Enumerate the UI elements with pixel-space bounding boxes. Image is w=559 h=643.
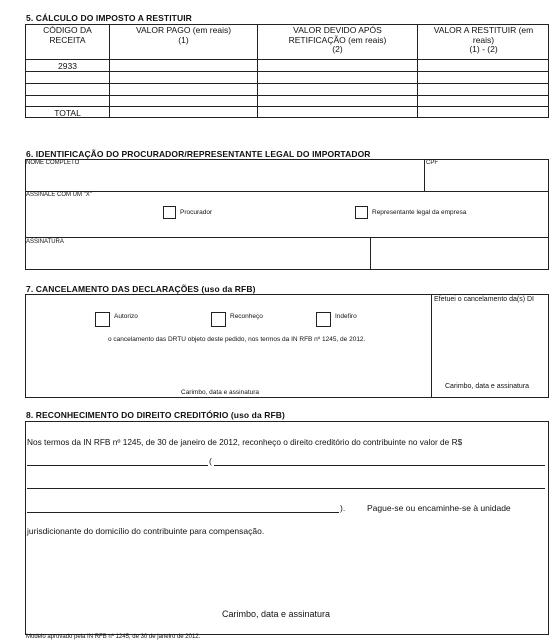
- assinale-label: ASSINALE COM UM "X": [26, 192, 92, 198]
- paren-open: (: [209, 456, 212, 466]
- valor-numeric-line[interactable]: [27, 465, 208, 466]
- carimbo-left: Carimbo, data e assinatura: [181, 389, 260, 396]
- section-5-title: 5. CÁLCULO DO IMPOSTO A RESTITUIR: [26, 13, 192, 23]
- header-valor-devido: VALOR DEVIDO APÓS RETIFICAÇÃO (em reais) (2): [288, 25, 387, 54]
- section-6-title: 6. IDENTIFICAÇÃO DO PROCURADOR/REPRESENTANTE LEGAL DO IMPORTADOR: [26, 149, 371, 159]
- pague-se-text: Pague-se ou encaminhe-se à unidade: [367, 503, 511, 513]
- header-valor-pago: VALOR PAGO (em reais) (1): [135, 25, 232, 45]
- section-7-title: 7. CANCELAMENTO DAS DECLARAÇÕES (uso da RFB): [26, 284, 256, 294]
- jurisdicionante-text: jurisdicionante do domicílio do contribuinte para compensação.: [27, 526, 265, 536]
- total-label: TOTAL: [54, 108, 81, 118]
- autorizo-label: Autorizo: [114, 313, 138, 320]
- reconheco-checkbox[interactable]: [211, 312, 226, 327]
- autorizo-checkbox[interactable]: [95, 312, 110, 327]
- assinatura-label: ASSINATURA: [26, 239, 64, 245]
- reconhecimento-line1: Nos termos da IN RFB nº 1245, de 30 de janeiro de 2012, reconheço o direito creditório do contribuinte no valor de R$: [27, 437, 463, 447]
- valor-extenso-line-2[interactable]: [27, 488, 545, 489]
- representante-checkbox[interactable]: [355, 206, 368, 219]
- header-codigo-receita: CÓDIGO DA RECEITA: [43, 25, 92, 45]
- valor-extenso-line-1[interactable]: [214, 465, 545, 466]
- header-valor-restituir: VALOR A RESTITUIR (em reais) (1) - (2): [433, 25, 534, 54]
- representante-label: Representante legal da empresa: [372, 209, 467, 216]
- carimbo-right: Carimbo, data e assinatura: [445, 383, 530, 390]
- carimbo-s8: Carimbo, data e assinatura: [222, 609, 331, 619]
- efetuei-label: Efetuei o cancelamento da(s) DI: [434, 296, 534, 303]
- paren-close: ).: [340, 503, 346, 513]
- procurador-box: [25, 159, 549, 270]
- valor-extenso-line-3[interactable]: [27, 512, 339, 513]
- codigo-receita-value: 2933: [58, 61, 77, 71]
- indefiro-label: Indefiro: [335, 313, 357, 320]
- cancelamento-text: o cancelamento das DRTU objeto deste pedido, nos termos da IN RFB nº 1245, de 2012.: [108, 336, 366, 343]
- reconheco-label: Reconheço: [230, 313, 263, 320]
- procurador-checkbox[interactable]: [163, 206, 176, 219]
- procurador-label: Procurador: [180, 209, 213, 216]
- indefiro-checkbox[interactable]: [316, 312, 331, 327]
- section-8-title: 8. RECONHECIMENTO DO DIREITO CREDITÓRIO (uso da RFB): [26, 410, 285, 420]
- nome-completo-label: NOME COMPLETO: [26, 160, 80, 166]
- footer-text: Modelo aprovado pela IN RFB nº 1245, de 30 de janeiro de 2012.: [26, 634, 201, 640]
- cpf-label: CPF: [426, 160, 438, 166]
